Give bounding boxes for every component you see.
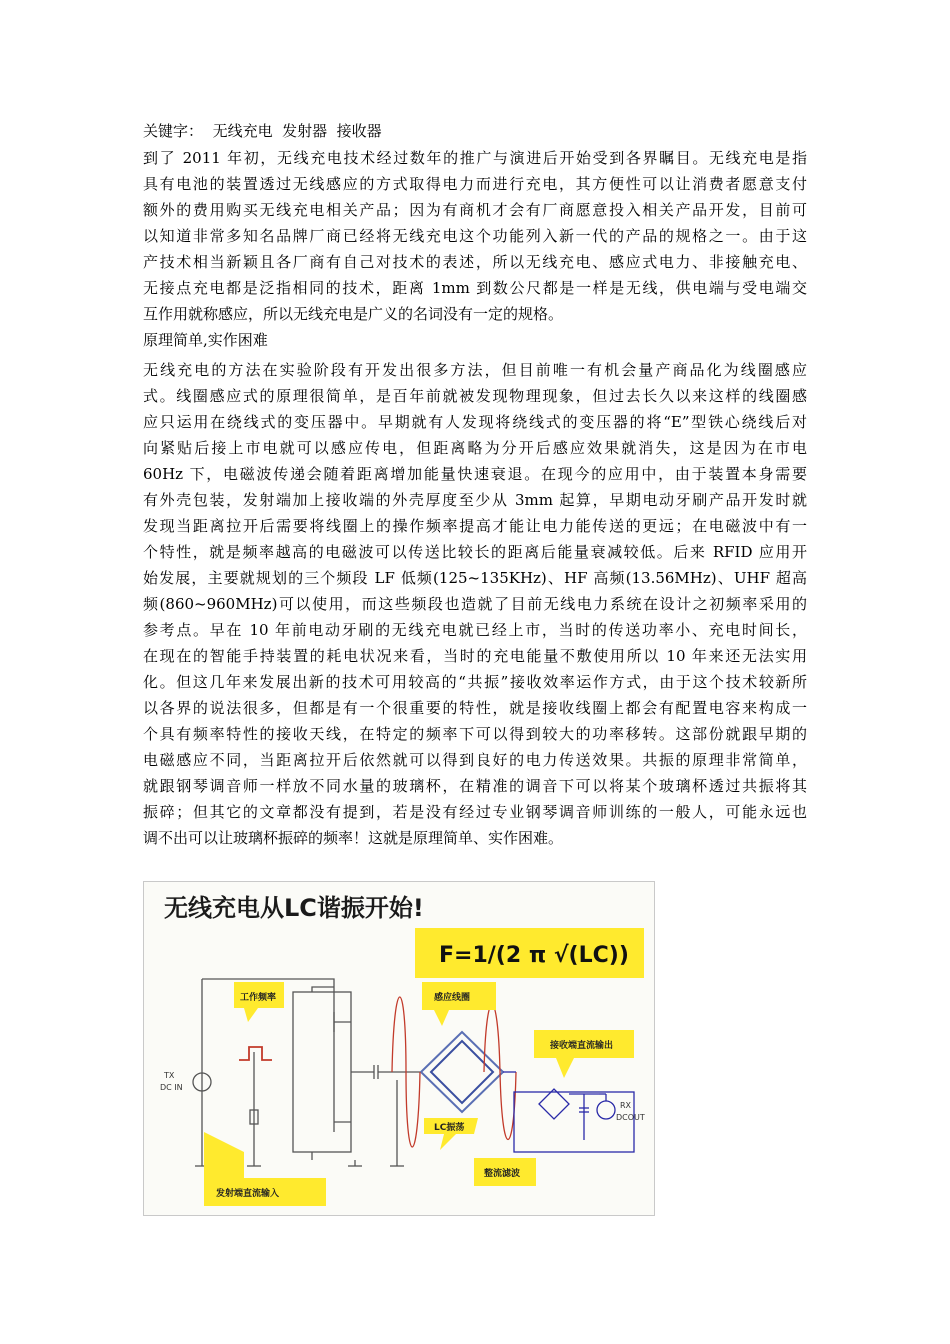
paragraph-line: 调不出可以让玻璃杯振碎的频率！这就是原理简单、实作困难。 — [143, 829, 564, 847]
paragraph-line: 到了 2011 年初，无线充电技术经过数年的推广与演进后开始受到各界瞩目。无线充电是指 — [143, 149, 807, 167]
paragraph-line: 具有电池的装置透过无线感应的方式取得电力而进行充电，其方便性可以让消费者愿意支付 — [143, 175, 807, 193]
paragraph-line: 个特性，就是频率越高的电磁波可以传送比较长的距离后能量衰减较低。后来 RFID 应用开 — [143, 543, 807, 561]
work-frequency-note: 工作频率 — [240, 993, 277, 1003]
paragraph-line: 向紧贴后接上市电就可以感应传电，但距离略为分开后感应效果就消失，这是因为在市电 — [143, 439, 807, 457]
paragraph-line: 有外壳包装，发射端加上接收端的外壳厚度至少从 3mm 起算，早期电动牙刷产品开发时就 — [143, 491, 807, 509]
paragraph-line: 60Hz 下，电磁波传递会随着距离增加能量快速衰退。在现今的应用中，由于装置本身需要 — [143, 465, 807, 483]
keywords-line — [143, 118, 382, 144]
tx-circuit — [193, 979, 421, 1166]
paragraph-line: 以各界的说法很多，但都是有一个很重要的特性，就是接收线圈上都会有配置电容来构成一 — [143, 699, 807, 717]
circuit-diagram — [144, 882, 654, 1215]
paragraph-line: 在现在的智能手持装置的耗电状况来看，当时的充电能量不敷使用所以 10 年来还无法实用 — [143, 647, 807, 665]
rectifier-filter-note: 整流滤波 — [484, 1169, 521, 1179]
coil-pair — [421, 1032, 503, 1112]
paragraph-line: 始发展，主要就规划的三个频段 LF 低频(125~135KHz)、HF 高频(13.56MHz)、UHF 超高 — [143, 569, 807, 587]
principle-paragraph — [143, 357, 807, 851]
paragraph-line: 额外的费用购买无线充电相关产品；因为有商机才会有厂商愿意投入相关产品开发，目前可 — [143, 201, 807, 219]
tx-label: TX — [164, 1071, 175, 1080]
rx-label: RX — [620, 1101, 632, 1110]
paragraph-line: 无接点充电都是泛指相同的技术，距离 1mm 到数公尺都是一样是无线，供电端与受电端交 — [143, 279, 807, 297]
paragraph-line: 应只运用在绕线式的变压器中。早期就有人发现将绕线式的变压器的将“E”型铁心绕线后对 — [143, 413, 807, 431]
induction-coil-note: 感应线圈 — [434, 993, 471, 1003]
callout-tail — [204, 1132, 244, 1178]
paragraph-line: 电磁感应不同，当距离拉开后依然就可以得到良好的电力传送效果。共振的原理非常简单， — [143, 751, 807, 769]
paragraph-line: 互作用就称感应，所以无线充电是广义的名词没有一定的规格。 — [143, 305, 564, 323]
paragraph-line: 化。但这几年来发展出新的技术可用较高的“共振”接收效率运作方式，由于这个技术较新所 — [143, 673, 807, 691]
lc-resonance-figure — [143, 881, 655, 1216]
paragraph-line: 式。线圈感应式的原理很简单，是百年前就被发现物理现象，但过去长久以来这样的线圈感 — [143, 387, 807, 405]
paragraph-line: 产技术相当新颖且各厂商有自己对技术的表述，所以无线充电、感应式电力、非接触充电、 — [143, 253, 807, 271]
callout-bubble — [422, 982, 496, 1026]
callout-bubble — [534, 1030, 634, 1078]
paragraph-line: 频(860~960MHz)可以使用，而这些频段也造就了目前无线电力系统在设计之初频率采用的 — [143, 595, 807, 613]
intro-paragraph — [143, 145, 807, 327]
paragraph-line: 发现当距离拉开后需要将线圈上的操作频率提高才能让电力能传送的更远；在电磁波中有一 — [143, 517, 807, 535]
dc-in-label: DC IN — [160, 1083, 183, 1092]
dc-out-label: DCOUT — [616, 1113, 645, 1122]
figure-title: 无线充电从LC谐振开始! — [164, 894, 424, 922]
section-heading: 原理简单,实作困难 — [143, 331, 268, 349]
lc-resonance-note: LC振荡 — [434, 1123, 465, 1133]
formula-text: F=1/(2 π √(LC)) — [439, 943, 629, 968]
rx-dc-out-note: 接收端直流输出 — [550, 1041, 614, 1051]
rx-circuit — [503, 1072, 634, 1152]
paragraph-line: 就跟钢琴调音师一样放不同水量的玻璃杯，在精准的调音下可以将某个玻璃杯透过共振将其 — [143, 777, 807, 795]
paragraph-line: 参考点。早在 10 年前电动牙刷的无线充电就已经上市，当时的传送功率小、充电时间长， — [143, 621, 807, 639]
paragraph-line: 个具有频率特性的接收天线，在特定的频率下可以得到较大的功率移转。这部份就跟早期的 — [143, 725, 807, 743]
paragraph-line: 无线充电的方法在实验阶段有开发出很多方法，但目前唯一有机会量产商品化为线圈感应 — [143, 361, 807, 379]
keywords-label: 关键字： — [143, 122, 204, 140]
tx-dc-in-note: 发射端直流输入 — [216, 1189, 280, 1199]
keywords-terms: 无线充电 发射器 接收器 — [212, 122, 382, 140]
paragraph-line: 振碎；但其它的文章都没有提到，若是没有经过专业钢琴调音师训练的一般人，可能永远也 — [143, 803, 807, 821]
paragraph-line: 以知道非常多知名品牌厂商已经将无线充电这个功能列入新一代的产品的规格之一。由于这 — [143, 227, 807, 245]
